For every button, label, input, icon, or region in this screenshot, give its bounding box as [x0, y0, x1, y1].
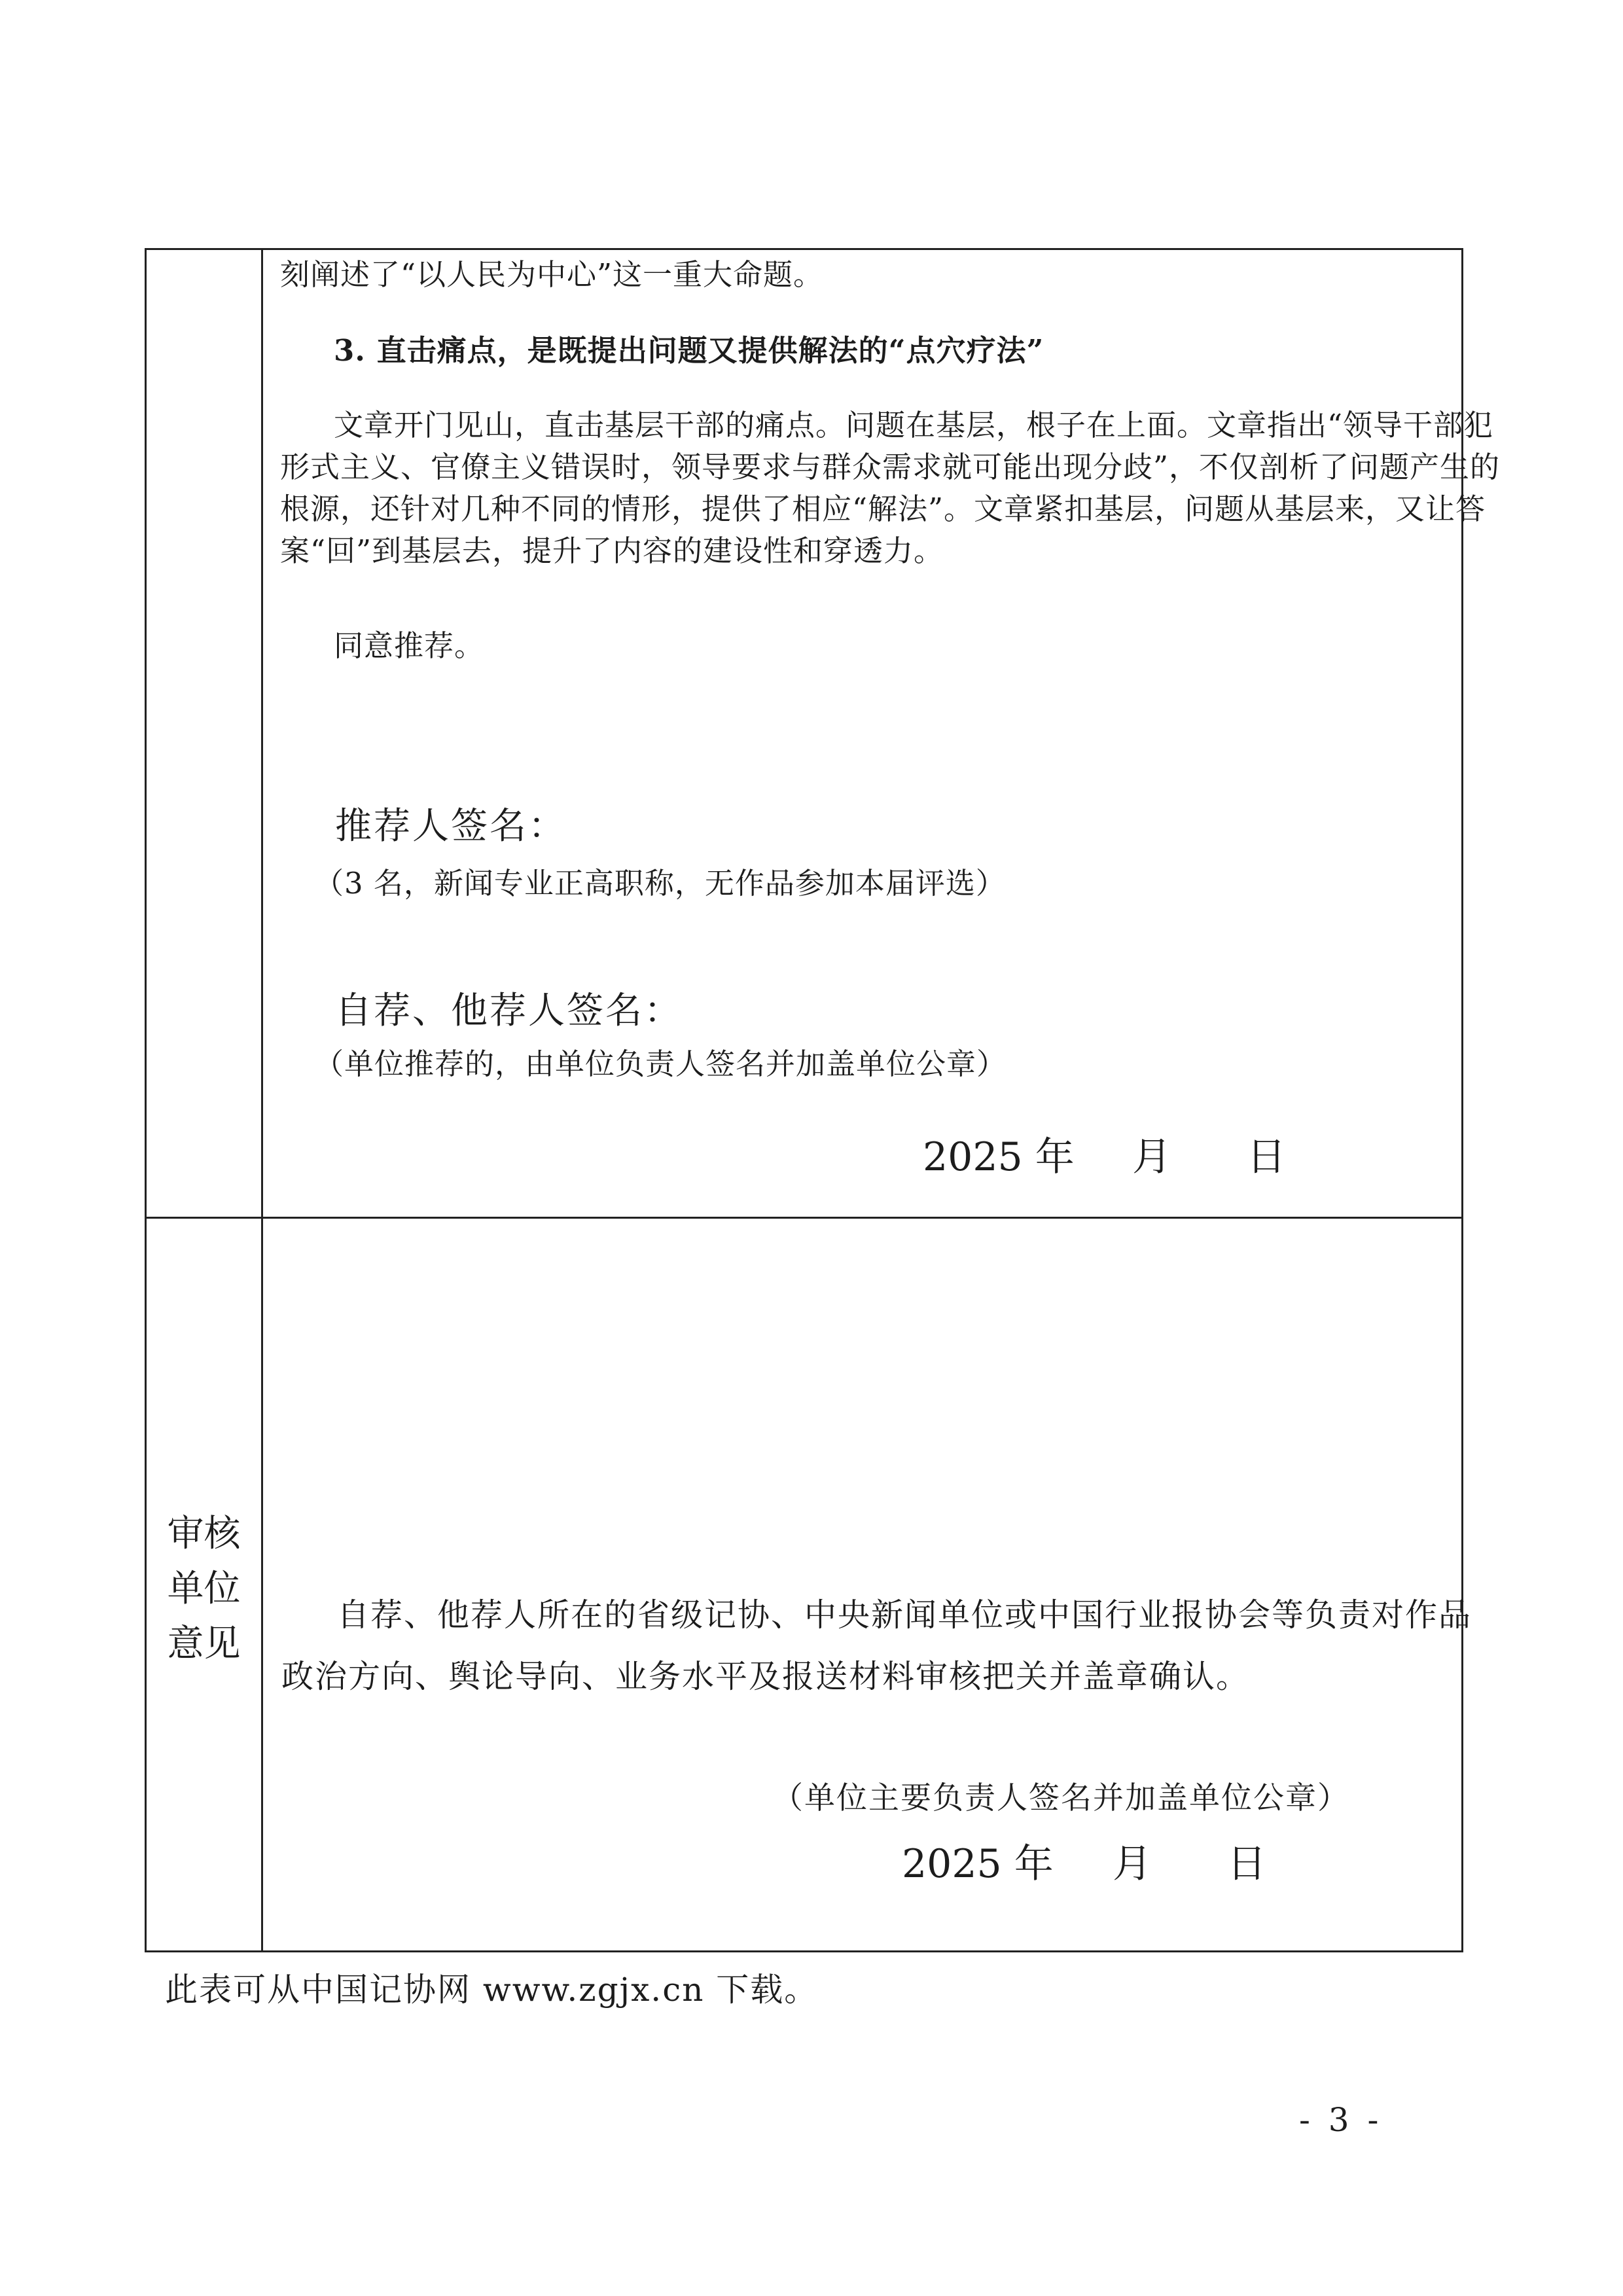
- review-label: [147, 1507, 261, 1672]
- date-day: 日: [1227, 1841, 1266, 1887]
- date-year: 2025 年: [902, 1841, 1054, 1887]
- review-label-line: 单位: [167, 1568, 241, 1610]
- self-signature-note: （单位推荐的，由单位负责人签名并加盖单位公章）: [314, 1047, 1007, 1081]
- self-signature-label: 自荐、他荐人签名：: [335, 990, 683, 1032]
- date-day: 日: [1247, 1134, 1286, 1180]
- recommender-signature-label: 推荐人签名：: [335, 805, 567, 848]
- review-label-line: 意见: [167, 1623, 241, 1665]
- page-number: - 3 -: [1299, 2101, 1383, 2139]
- date-year: 2025 年: [923, 1134, 1075, 1180]
- column-divider: [261, 250, 263, 1950]
- review-text-line: 政治方向、舆论导向、业务水平及报送材料审核把关并盖章确认。: [281, 1658, 1250, 1695]
- agree-text: 同意推荐。: [334, 628, 485, 663]
- date-month: 月: [1113, 1841, 1152, 1887]
- review-stamp-note: （单位主要负责人签名并加盖单位公章）: [772, 1780, 1349, 1816]
- paragraph-line: 案“回”到基层去，提升了内容的建设性和穿透力。: [280, 533, 944, 568]
- review-text-line: 自荐、他荐人所在的省级记协、中央新闻单位或中国行业报协会等负责对作品: [337, 1596, 1472, 1634]
- paragraph-line: 根源，还针对几种不同的情形，提供了相应“解法”。文章紧扣基层，问题从基层来，又让答: [280, 492, 1486, 526]
- paragraph-line: 文章开门见山，直击基层干部的痛点。问题在基层，根子在上面。文章指出“领导干部犯: [334, 408, 1494, 442]
- paragraph-line: 形式主义、官僚主义错误时，领导要求与群众需求就可能出现分歧”，不仅剖析了问题产生的: [280, 450, 1501, 484]
- section-heading: 3. 直击痛点，是既提出问题又提供解法的“点穴疗法”: [334, 333, 1044, 368]
- review-label-line: 审核: [167, 1513, 241, 1555]
- date-month: 月: [1132, 1134, 1171, 1180]
- recommender-note: （3 名，新闻专业正高职称，无作品参加本届评选）: [314, 866, 1006, 901]
- continued-paragraph-line: 刻阐述了“以人民为中心”这一重大命题。: [280, 257, 824, 292]
- row-divider: [147, 1217, 1461, 1219]
- download-note: 此表可从中国记协网 www.zgjx.cn 下载。: [165, 1971, 819, 2009]
